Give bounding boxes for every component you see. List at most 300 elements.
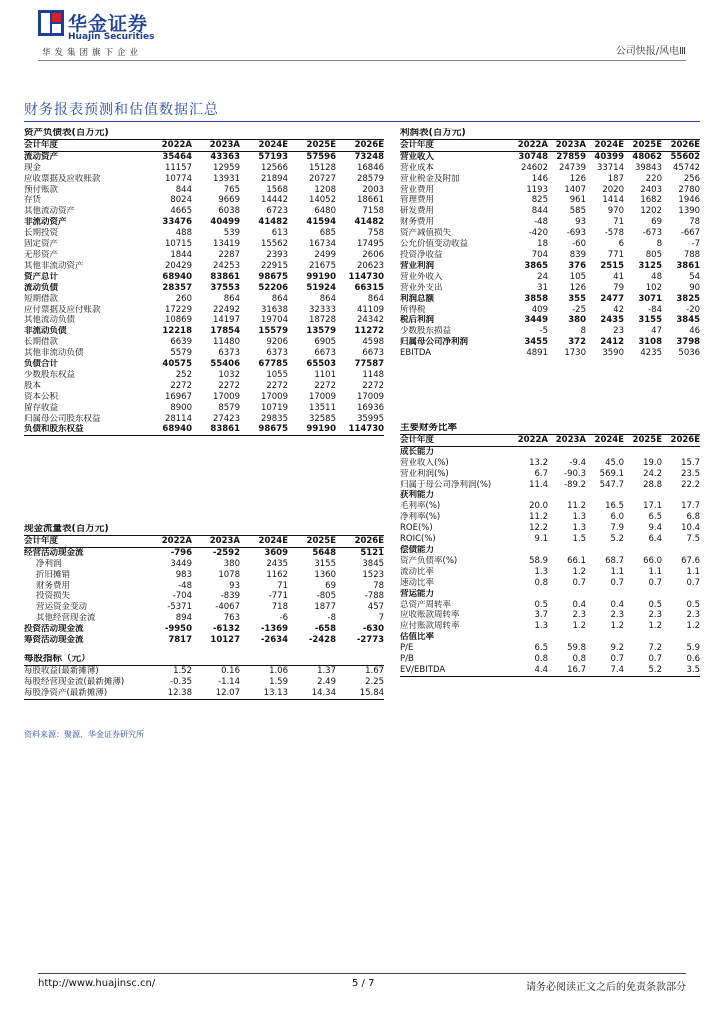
row-value: 1.59 (269, 676, 288, 687)
row-label: 长期借款 (24, 337, 59, 348)
row-value: 0.7 (648, 577, 662, 588)
row-label: 其他流动负债 (24, 315, 76, 326)
table-row (400, 523, 700, 534)
row-value: -90.3 (564, 468, 586, 479)
row-value: 55406 (210, 359, 240, 370)
row-value: 864 (367, 293, 385, 304)
table-row (24, 195, 384, 206)
row-value: 0.16 (221, 665, 240, 676)
row-value (624, 545, 662, 556)
row-value: 2272 (362, 380, 385, 391)
row-value: 1202 (640, 206, 662, 217)
row-value: 29835 (260, 413, 288, 424)
row-value: 67785 (258, 359, 288, 370)
row-value: 2272 (314, 380, 336, 391)
row-value: 11157 (164, 162, 192, 173)
row-value: 18728 (308, 315, 336, 326)
row-value: 1.1 (610, 566, 624, 577)
row-value: 4665 (170, 206, 192, 217)
row-value (510, 545, 548, 556)
row-value (624, 632, 662, 643)
row-value: 8579 (218, 402, 240, 413)
row-value: 3845 (676, 315, 701, 326)
row-label: 长期投资 (24, 228, 59, 239)
row-value: 66.0 (643, 555, 662, 566)
row-value: 28114 (164, 413, 192, 424)
row-value: 704 (531, 249, 548, 260)
row-value: 7.5 (686, 534, 701, 545)
row-value: 22492 (212, 304, 240, 315)
row-value: 20429 (164, 260, 192, 271)
row-value: -84 (648, 304, 662, 315)
row-value: 260 (175, 293, 192, 304)
table-row (24, 206, 384, 217)
row-value: 0.7 (686, 577, 701, 588)
row-value: 6673 (314, 348, 336, 359)
row-value: -89.2 (564, 479, 586, 490)
row-label: P/B (400, 654, 414, 665)
row-value: 13.2 (529, 457, 548, 468)
row-value: 14.34 (288, 688, 336, 699)
table-row (400, 195, 700, 206)
row-value: 24602 (520, 162, 548, 173)
row-value: 41 (613, 271, 624, 282)
row-label: 非流动资产 (24, 217, 67, 228)
column-header-year: 2023A (192, 139, 240, 151)
row-value: 83861 (192, 424, 240, 435)
row-label: 财务费用 (400, 217, 435, 228)
row-value: 7.2 (648, 643, 662, 654)
table-row (24, 283, 384, 294)
row-value (586, 446, 624, 457)
row-label: 总资产周转率 (400, 599, 452, 610)
row-value: 3845 (362, 558, 385, 569)
row-value (548, 545, 586, 556)
table-title-row (24, 524, 384, 535)
table-title-row (24, 654, 384, 665)
row-label: 负债和股东权益 (24, 424, 144, 435)
column-header-year: 2023A (192, 535, 240, 547)
row-value: 2499 (314, 249, 336, 260)
row-value: 16967 (164, 391, 192, 402)
row-value: 68940 (162, 271, 192, 282)
row-label: 利润总额 (400, 293, 435, 304)
row-value: 1.1 (648, 566, 662, 577)
row-label: 税后利润 (400, 315, 435, 326)
column-header-label: 会计年度 (400, 434, 510, 446)
table-row (24, 326, 384, 337)
row-value: 5648 (312, 547, 336, 558)
table-row (400, 654, 700, 665)
row-value: -788 (364, 591, 385, 602)
row-value: 3865 (524, 260, 548, 271)
row-label: 毛利率(%) (400, 501, 441, 512)
column-header-year: 2026E (336, 535, 384, 547)
row-value: 2403 (640, 184, 662, 195)
row-value: 28579 (356, 173, 385, 184)
section-title: 财务报表预测和估值数据汇总 (24, 102, 219, 118)
row-value: 27859 (556, 151, 586, 162)
row-label: 估值比率 (400, 632, 435, 643)
row-label: EBITDA (400, 348, 432, 359)
row-value: 839 (569, 249, 586, 260)
table-row (24, 370, 384, 381)
row-value: 40399 (594, 151, 624, 162)
row-value: 93 (575, 217, 586, 228)
table-row (400, 480, 700, 491)
table-row (24, 185, 384, 196)
row-label: 投资活动现金流 (24, 624, 84, 635)
row-value: 67.6 (681, 555, 701, 566)
row-label: 归属母公司股东权益 (24, 413, 101, 424)
row-value: 41482 (354, 217, 385, 228)
table-title: 现金流量表(百万元) (24, 524, 384, 535)
table-title: 利润表(百万元) (400, 128, 700, 139)
row-value: 17009 (260, 391, 288, 402)
row-value: 14442 (260, 195, 288, 206)
column-header-year: 2023A (548, 434, 586, 446)
row-value: 0.8 (534, 654, 548, 665)
row-value (662, 446, 700, 457)
row-value: 380 (568, 315, 586, 326)
row-value: 114730 (336, 424, 384, 435)
row-value: 6.7 (534, 468, 548, 479)
row-label: EV/EBITDA (400, 665, 510, 676)
balance-sheet-table (24, 128, 384, 436)
table-row (400, 272, 700, 283)
table-row (400, 567, 700, 578)
page-header (38, 10, 686, 66)
table-row (24, 359, 384, 370)
table-title: 资产负债表(百万元) (24, 128, 384, 139)
row-value: 2003 (362, 184, 385, 195)
row-value: 1032 (218, 369, 240, 380)
row-value: 41109 (356, 304, 385, 315)
row-value: 10127 (210, 635, 240, 646)
row-value: 69 (651, 217, 662, 228)
row-value: -6132 (212, 624, 240, 635)
row-value: 55602 (670, 151, 701, 162)
row-label: 营业利润 (400, 260, 435, 271)
brand-name: 华金证券 (68, 13, 149, 35)
row-value (662, 589, 700, 600)
row-value (662, 490, 700, 501)
row-value: 1730 (564, 348, 586, 359)
row-value: 66.1 (567, 555, 586, 566)
row-value: -693 (566, 228, 586, 239)
row-value: 45742 (673, 162, 701, 173)
row-label: 应付账款周转率 (400, 621, 460, 632)
row-label: 营业外支出 (400, 282, 443, 293)
row-value: 864 (319, 293, 336, 304)
row-value: 6 (618, 239, 624, 250)
section-divider (24, 121, 700, 122)
table-title-row (24, 128, 384, 139)
table-row (400, 458, 700, 469)
row-label: 归属母公司净利润 (400, 337, 469, 348)
row-value: -20 (686, 304, 701, 315)
column-header-year: 2026E (662, 139, 700, 151)
row-value: 3449 (170, 558, 192, 569)
row-value: -578 (604, 228, 624, 239)
doc-category-tag: 公司快报/风电Ⅲ (615, 46, 686, 57)
row-value: -839 (220, 591, 240, 602)
row-value: -4067 (215, 602, 240, 613)
row-value: 256 (683, 173, 701, 184)
row-value: 22.2 (681, 479, 701, 490)
row-value: 35464 (162, 151, 192, 162)
table-row (400, 228, 700, 239)
row-value: 3609 (264, 547, 288, 558)
row-value: 0.5 (648, 599, 662, 610)
row-value: 24.2 (643, 468, 662, 479)
table-row (400, 534, 700, 545)
row-value: 8 (580, 326, 586, 337)
row-value: 2477 (600, 293, 624, 304)
row-value: 42 (613, 304, 624, 315)
row-value: 718 (271, 602, 288, 613)
column-header-label: 会计年度 (24, 139, 144, 151)
table-row (400, 326, 700, 337)
row-value: 488 (175, 228, 192, 239)
row-value: 57596 (306, 151, 336, 162)
row-value (586, 589, 624, 600)
row-value: 40575 (162, 359, 192, 370)
row-value: 3798 (676, 337, 701, 348)
row-value: 3449 (524, 315, 548, 326)
row-value: 15562 (260, 239, 288, 250)
row-value: 5036 (678, 348, 701, 359)
row-value: 3125 (638, 260, 662, 271)
row-value: 71 (613, 217, 624, 228)
row-value: -673 (642, 228, 662, 239)
row-value: 24 (537, 271, 548, 282)
row-value: 0.7 (572, 577, 586, 588)
row-value: -2428 (308, 635, 336, 646)
row-value: 23 (613, 326, 624, 337)
table-title: 主要财务比率 (400, 423, 700, 434)
table-row (24, 174, 384, 185)
row-value (662, 545, 700, 556)
row-value: 2272 (170, 380, 192, 391)
row-label: 公允价值变动收益 (400, 239, 469, 250)
row-label: 投资净收益 (400, 249, 443, 260)
row-value: 16936 (356, 402, 385, 413)
row-value: 1390 (678, 206, 701, 217)
row-value: 0.5 (686, 599, 701, 610)
row-value: 1.2 (572, 621, 586, 632)
row-label: 每股收益(最新摊薄) (24, 665, 99, 676)
row-value: 30748 (518, 151, 548, 162)
row-label: 存货 (24, 195, 42, 206)
row-value: 54 (689, 271, 701, 282)
row-label: 流动资产 (24, 151, 59, 162)
table-row (400, 315, 700, 326)
row-value: 15.7 (681, 457, 701, 468)
row-value: 3.5 (662, 665, 700, 676)
table-row (24, 239, 384, 250)
row-value: 3455 (524, 337, 548, 348)
table-row (400, 589, 700, 600)
row-value: 46 (689, 326, 701, 337)
row-value: 2780 (678, 184, 701, 195)
row-value: 6673 (362, 348, 385, 359)
row-value: 613 (271, 228, 288, 239)
row-label: 预付账款 (24, 184, 59, 195)
row-label: 净利率(%) (400, 512, 441, 523)
row-value: 93 (229, 580, 240, 591)
row-label: 少数股东权益 (24, 369, 76, 380)
row-value: 6480 (314, 206, 336, 217)
header-divider (38, 60, 686, 61)
row-label: 经营活动现金流 (24, 547, 84, 558)
row-value: 3825 (676, 293, 701, 304)
row-value: 35995 (356, 413, 385, 424)
row-label: 成长能力 (400, 446, 435, 457)
data-source-note: 资料来源：聚源、华金证券研究所 (24, 730, 144, 739)
row-label: 每股经营现金流(最新摊薄) (24, 676, 125, 687)
table-row (24, 151, 384, 162)
row-value: 8 (656, 239, 662, 250)
row-label: 研发费用 (400, 206, 435, 217)
table-row (24, 602, 384, 613)
row-value: 9.1 (534, 534, 548, 545)
row-value: 99190 (306, 271, 336, 282)
table-row (400, 501, 700, 512)
column-header-year: 2022A (510, 434, 548, 446)
column-header-year: 2023A (548, 139, 586, 151)
row-value: 126 (569, 173, 586, 184)
table-header-row (400, 434, 700, 446)
row-value: -2773 (356, 635, 385, 646)
row-value: 1946 (678, 195, 701, 206)
table-row (24, 677, 384, 688)
row-label: 现金 (24, 162, 42, 173)
row-value: 4.4 (510, 665, 548, 676)
row-value: 2.25 (365, 676, 385, 687)
row-value: 83861 (210, 271, 240, 282)
row-value: 77587 (354, 359, 385, 370)
row-value: -7 (691, 239, 701, 250)
table-row (400, 643, 700, 654)
row-label: 负债合计 (24, 359, 59, 370)
column-header-year: 2024E (586, 139, 624, 151)
row-label: 所得税 (400, 304, 426, 315)
row-value (624, 446, 662, 457)
row-value: 1844 (170, 249, 192, 260)
row-value: 27423 (212, 413, 240, 424)
row-label: 营业外收入 (400, 271, 443, 282)
row-value: 11272 (354, 326, 385, 337)
row-label: 少数股东损益 (400, 326, 452, 337)
table-row (400, 610, 700, 621)
row-value: 12.2 (529, 523, 548, 534)
row-value: 73248 (354, 151, 385, 162)
row-label: 每股净资产(最新摊薄) (24, 688, 144, 699)
table-row (24, 337, 384, 348)
row-value: 1055 (266, 369, 288, 380)
cash-flow-table (24, 524, 384, 700)
row-value (548, 632, 586, 643)
row-value: 0.4 (572, 599, 586, 610)
row-value: 1523 (362, 569, 385, 580)
table-row (24, 348, 384, 359)
row-value: 16846 (356, 162, 385, 173)
row-value: 2435 (266, 558, 288, 569)
row-value: 33476 (162, 217, 192, 228)
row-value: 17854 (210, 326, 240, 337)
row-value: 864 (223, 293, 240, 304)
row-value: 0.6 (686, 654, 701, 665)
row-value: 1.2 (572, 566, 586, 577)
column-header-year: 2025E (288, 535, 336, 547)
row-value: -771 (268, 591, 288, 602)
row-value: 17229 (164, 304, 192, 315)
row-value: 864 (271, 293, 288, 304)
row-value: 2020 (602, 184, 624, 195)
row-value: 5121 (360, 547, 385, 558)
row-label: 偿债能力 (400, 544, 435, 555)
row-value: 32333 (308, 304, 336, 315)
table-row (400, 348, 700, 359)
financial-ratios-table (400, 423, 700, 677)
column-header-year: 2022A (144, 139, 192, 151)
row-value: 6.5 (648, 512, 662, 523)
column-header-label: 会计年度 (24, 535, 144, 547)
row-value: 3155 (314, 558, 336, 569)
row-label: 营运能力 (400, 588, 435, 599)
table-spacer-row (24, 646, 384, 654)
row-value: 0.7 (610, 577, 624, 588)
row-value: 17495 (356, 239, 385, 250)
footer-url-link[interactable]: http://www.huajinsc.cn/ (38, 978, 156, 989)
table-row (24, 559, 384, 570)
row-value: 539 (223, 228, 240, 239)
table-row (400, 545, 700, 556)
row-value: 2.49 (317, 676, 336, 687)
row-value: -5 (539, 326, 548, 337)
table-row (400, 185, 700, 196)
row-value: 98675 (258, 271, 288, 282)
row-value: 4891 (526, 348, 548, 359)
row-value: 1414 (602, 195, 624, 206)
row-value: 9206 (266, 337, 288, 348)
row-value: 90 (689, 282, 701, 293)
row-value: 24253 (212, 260, 240, 271)
row-value: 2272 (266, 380, 288, 391)
row-value: 6.5 (534, 643, 548, 654)
row-value: 2515 (600, 260, 624, 271)
row-value: 17009 (356, 391, 385, 402)
row-value: 569.1 (599, 468, 624, 479)
row-value: 1.2 (686, 621, 701, 632)
row-value: -630 (362, 624, 385, 635)
row-value: 844 (531, 206, 548, 217)
row-value: 0.7 (610, 654, 624, 665)
row-value: 1407 (564, 184, 586, 195)
row-value: 2412 (600, 337, 624, 348)
row-label: 资产减值损失 (400, 228, 452, 239)
table-row (24, 624, 384, 635)
row-value: 22915 (260, 260, 288, 271)
row-value: -60 (572, 239, 586, 250)
row-value: 3071 (638, 293, 662, 304)
row-value: 10774 (164, 173, 192, 184)
row-value (586, 490, 624, 501)
row-label: 应付票据及应付账款 (24, 304, 101, 315)
row-value: 6639 (170, 337, 192, 348)
row-value: 15128 (308, 162, 336, 173)
